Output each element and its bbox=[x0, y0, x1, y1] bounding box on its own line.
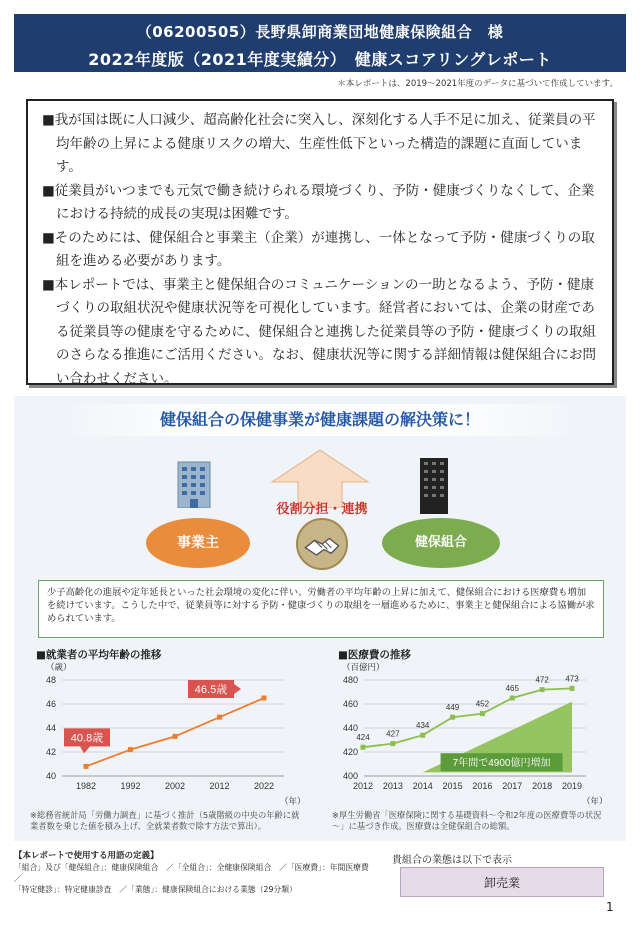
data-point bbox=[390, 741, 395, 746]
age-chart-xunit: （年） bbox=[280, 797, 306, 807]
y-tick-label: 400 bbox=[342, 771, 358, 781]
x-tick-label: 2018 bbox=[532, 781, 553, 791]
report-header-title: 2022年度版（2021年度実績分） 健康スコアリングレポート bbox=[88, 50, 552, 69]
data-label: 424 bbox=[356, 733, 370, 743]
background-description: 少子高齢化の進展や定年延長といった社会環境の変化に伴い、労働者の平均年齢の上昇に加えて、健保組合における医療費も増加を続けています。こうした中で、従業員等に対する予防・健康づくりの取組を一層進めるために、事業主と健保組合による協働が求められています。 bbox=[38, 580, 604, 638]
data-point bbox=[480, 711, 485, 716]
x-tick-label: 2017 bbox=[502, 781, 523, 791]
medical-chart-unit: （百億円） bbox=[342, 663, 385, 673]
employer-ellipse: 事業主 bbox=[146, 518, 250, 568]
data-label: 452 bbox=[475, 699, 490, 709]
x-tick-label: 2015 bbox=[442, 781, 463, 791]
annotation-label: 40.8歳 bbox=[70, 732, 104, 745]
report-header-union: （06200505）長野県卸商業団地健康保険組合 様 bbox=[136, 23, 504, 41]
data-point bbox=[510, 696, 515, 701]
data-period-note: ＊本レポートは、2019～2021年度のデータに基づいて作成しています。 bbox=[337, 79, 618, 89]
data-point bbox=[361, 745, 366, 750]
data-label: 449 bbox=[445, 703, 460, 713]
business-type-box: 卸売業 bbox=[400, 867, 604, 897]
annotation-pointer bbox=[234, 684, 241, 694]
intro-paragraph-1: ■我が国は既に人口減少、超高齢化社会に突入し、深刻化する人手不足に加え、従業員の平均年齢の上昇による健康リスクの増大、生産性低下といった構造的課題に直面しています。 bbox=[42, 112, 596, 175]
x-tick-label: 1982 bbox=[75, 781, 97, 791]
series-line bbox=[86, 698, 264, 766]
y-tick-label: 40 bbox=[45, 771, 56, 781]
data-point bbox=[450, 715, 455, 720]
x-tick-label: 2012 bbox=[352, 781, 374, 791]
diagram-banner: 健保組合の保健事業が健康課題の解決策に！ bbox=[52, 404, 588, 436]
medical-chart bbox=[330, 670, 600, 794]
medical-chart-footnote: ※厚生労働省「医療保険に関する基礎資料～令和2年度の医療費等の状況～」に基づき作成。医療費は全健保組合の総額。 bbox=[332, 810, 602, 831]
intro-paragraph-4: ■本レポートでは、事業主と健保組合のコミュニケーションの一助となるよう、予防・健康づくりの取組状況や健康状況等を可視化しています。経営者においては、企業の財産である従業員等の健康を守るために、健保組合と連携した従業員等の予防・健康づくりの取組のさらなる推進にご活用ください。なお、健康状況等に関する詳細情報は健保組合にお問い合わせください。 bbox=[42, 276, 596, 387]
page-number: 1 bbox=[606, 900, 614, 914]
medical-chart-title: ■医療費の推移 bbox=[338, 649, 411, 661]
y-tick-label: 42 bbox=[45, 747, 56, 757]
age-chart-unit: （歳） bbox=[46, 663, 72, 673]
handshake-icon bbox=[296, 518, 348, 570]
data-point bbox=[217, 715, 222, 720]
data-point bbox=[128, 747, 133, 752]
data-label: 472 bbox=[535, 675, 549, 685]
increase-label: 7年間で4900億円増加 bbox=[452, 758, 551, 770]
x-tick-label: 1992 bbox=[120, 781, 141, 791]
y-tick-label: 440 bbox=[342, 723, 358, 733]
terms-definition bbox=[14, 851, 384, 895]
y-tick-label: 460 bbox=[342, 699, 358, 709]
terms-line-1: 「組合」及び「健保組合」：健康保険組合 ／「全組合」：全健康保険組合 ／「医療費」：年間医療費 ／ bbox=[14, 863, 377, 883]
x-tick-label: 2012 bbox=[209, 781, 230, 791]
data-point bbox=[84, 764, 89, 769]
y-tick-label: 420 bbox=[342, 747, 358, 757]
data-point bbox=[570, 686, 575, 691]
medical-chart-xunit: （年） bbox=[582, 797, 608, 807]
tower-building-icon bbox=[416, 458, 452, 514]
y-tick-label: 44 bbox=[45, 723, 56, 733]
age-chart bbox=[28, 670, 298, 794]
x-tick-label: 2019 bbox=[561, 781, 583, 791]
x-tick-label: 2013 bbox=[382, 781, 403, 791]
data-label: 427 bbox=[386, 729, 400, 739]
intro-paragraph-2: ■従業員がいつまでも元気で働き続けられる環境づくり、予防・健康づくりなくして、企業における持続的成長の実現は困難です。 bbox=[42, 182, 595, 222]
x-tick-label: 2002 bbox=[164, 781, 186, 791]
data-label: 473 bbox=[565, 674, 579, 684]
data-point bbox=[173, 734, 178, 739]
intro-paragraph-3: ■そのためには、健保組合と事業主（企業）が連携し、一体となって予防・健康づくりの取組を進める必要があります。 bbox=[42, 229, 595, 269]
data-label: 465 bbox=[505, 684, 519, 693]
annotation-label: 46.5歳 bbox=[194, 684, 228, 696]
role-sharing-label: 役割分担・連携 bbox=[276, 502, 368, 517]
office-building-icon bbox=[176, 458, 212, 508]
data-point bbox=[540, 687, 545, 692]
y-tick-label: 48 bbox=[45, 675, 56, 685]
annotation-pointer bbox=[80, 746, 90, 753]
age-chart-title: ■就業者の平均年齢の推移 bbox=[36, 649, 162, 661]
terms-line-2: 「特定健診」：特定健康診査 ／「業態」：健康保険組合における業態（29分類） bbox=[14, 885, 297, 894]
y-tick-label: 46 bbox=[45, 699, 56, 709]
intro-box bbox=[26, 99, 614, 385]
terms-title: 【本レポートで使用する用語の定義】 bbox=[14, 851, 159, 861]
x-tick-label: 2022 bbox=[253, 781, 275, 791]
report-header bbox=[14, 14, 626, 72]
business-type-label: 貴組合の業態は以下で表示 bbox=[392, 855, 512, 866]
age-chart-footnote: ※総務省統計局「労働力調査」に基づく推計（5歳階級の中央の年齢に就業者数を乗じた値を積み上げ、全就業者数で除す方法で算出）。 bbox=[30, 810, 300, 831]
x-tick-label: 2016 bbox=[472, 781, 493, 791]
data-label: 434 bbox=[416, 721, 430, 731]
data-point bbox=[262, 696, 267, 701]
x-tick-label: 2014 bbox=[412, 781, 433, 791]
insurer-ellipse: 健保組合 bbox=[382, 518, 500, 568]
y-tick-label: 480 bbox=[342, 675, 358, 685]
data-point bbox=[420, 733, 425, 738]
